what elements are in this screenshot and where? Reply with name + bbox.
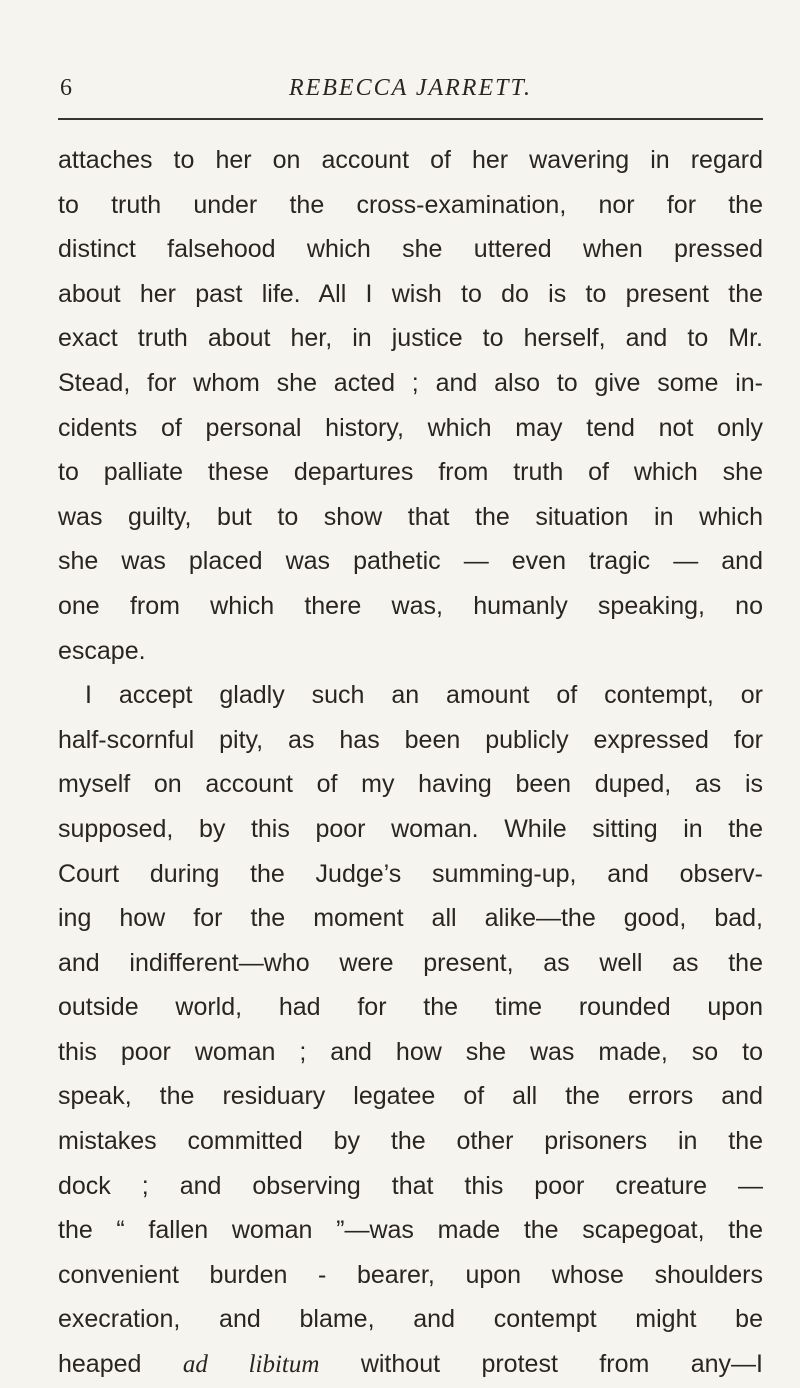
final-line-start: heaped	[58, 1350, 183, 1379]
text-line: supposed, by this poor woman. While sitting in the	[58, 814, 763, 843]
text-line: one from which there was, humanly speaking, no	[58, 591, 763, 620]
text-line: mistakes committed by the other prisoners in the	[58, 1127, 763, 1156]
page-number: 6	[60, 75, 72, 101]
text-line: speak, the residuary legatee of all the errors and	[58, 1082, 763, 1111]
text-line: was guilty, but to show that the situation in which	[58, 502, 763, 531]
text-line: outside world, had for the time rounded upon	[58, 993, 763, 1022]
text-line: cidents of personal history, which may tend not only	[58, 413, 763, 442]
text-line: this poor woman ; and how she was made, so to	[58, 1037, 763, 1066]
text-line: she was placed was pathetic — even tragic — and	[58, 547, 763, 576]
text-line: attaches to her on account of her wavering in regard	[58, 146, 763, 174]
text-line: convenient burden - bearer, upon whose shoulders	[58, 1260, 763, 1289]
text-line: to truth under the cross-examination, nor for the	[58, 190, 763, 219]
text-line: execration, and blame, and contempt might be	[58, 1305, 763, 1334]
header-rule	[58, 118, 763, 120]
running-title: REBECCA JARRETT.	[288, 75, 533, 101]
text-line: to palliate these departures from truth of which she	[58, 458, 763, 487]
text-line: ing how for the moment all alike—the good, bad,	[58, 904, 763, 933]
text-line: Court during the Judge’s summing-up, and observ-	[58, 859, 763, 888]
text-line: escape.	[58, 636, 146, 665]
body-text	[58, 138, 763, 1387]
text-line: about her past life. All I wish to do is to present the	[58, 279, 763, 308]
text-line: distinct falsehood which she uttered when pressed	[58, 235, 763, 264]
text-line: and indifferent—who were present, as well as the	[58, 948, 763, 977]
text-line: exact truth about her, in justice to herself, and to Mr.	[58, 324, 763, 353]
text-line: half-scornful pity, as has been publicly expressed for	[58, 725, 763, 754]
text-line: myself on account of my having been duped, as is	[58, 770, 763, 799]
final-text-line	[58, 1342, 763, 1387]
final-line-end: without protest from any—I	[319, 1350, 763, 1379]
page-header	[58, 70, 763, 110]
text-line: the “ fallen woman ”—was made the scapegoat, the	[58, 1216, 763, 1245]
text-line: I accept gladly such an amount of contempt, or	[85, 681, 763, 710]
text-line: dock ; and observing that this poor creature —	[58, 1171, 763, 1200]
italic-phrase: ad libitum	[182, 1351, 320, 1379]
text-line: Stead, for whom she acted ; and also to give some in-	[58, 368, 763, 397]
